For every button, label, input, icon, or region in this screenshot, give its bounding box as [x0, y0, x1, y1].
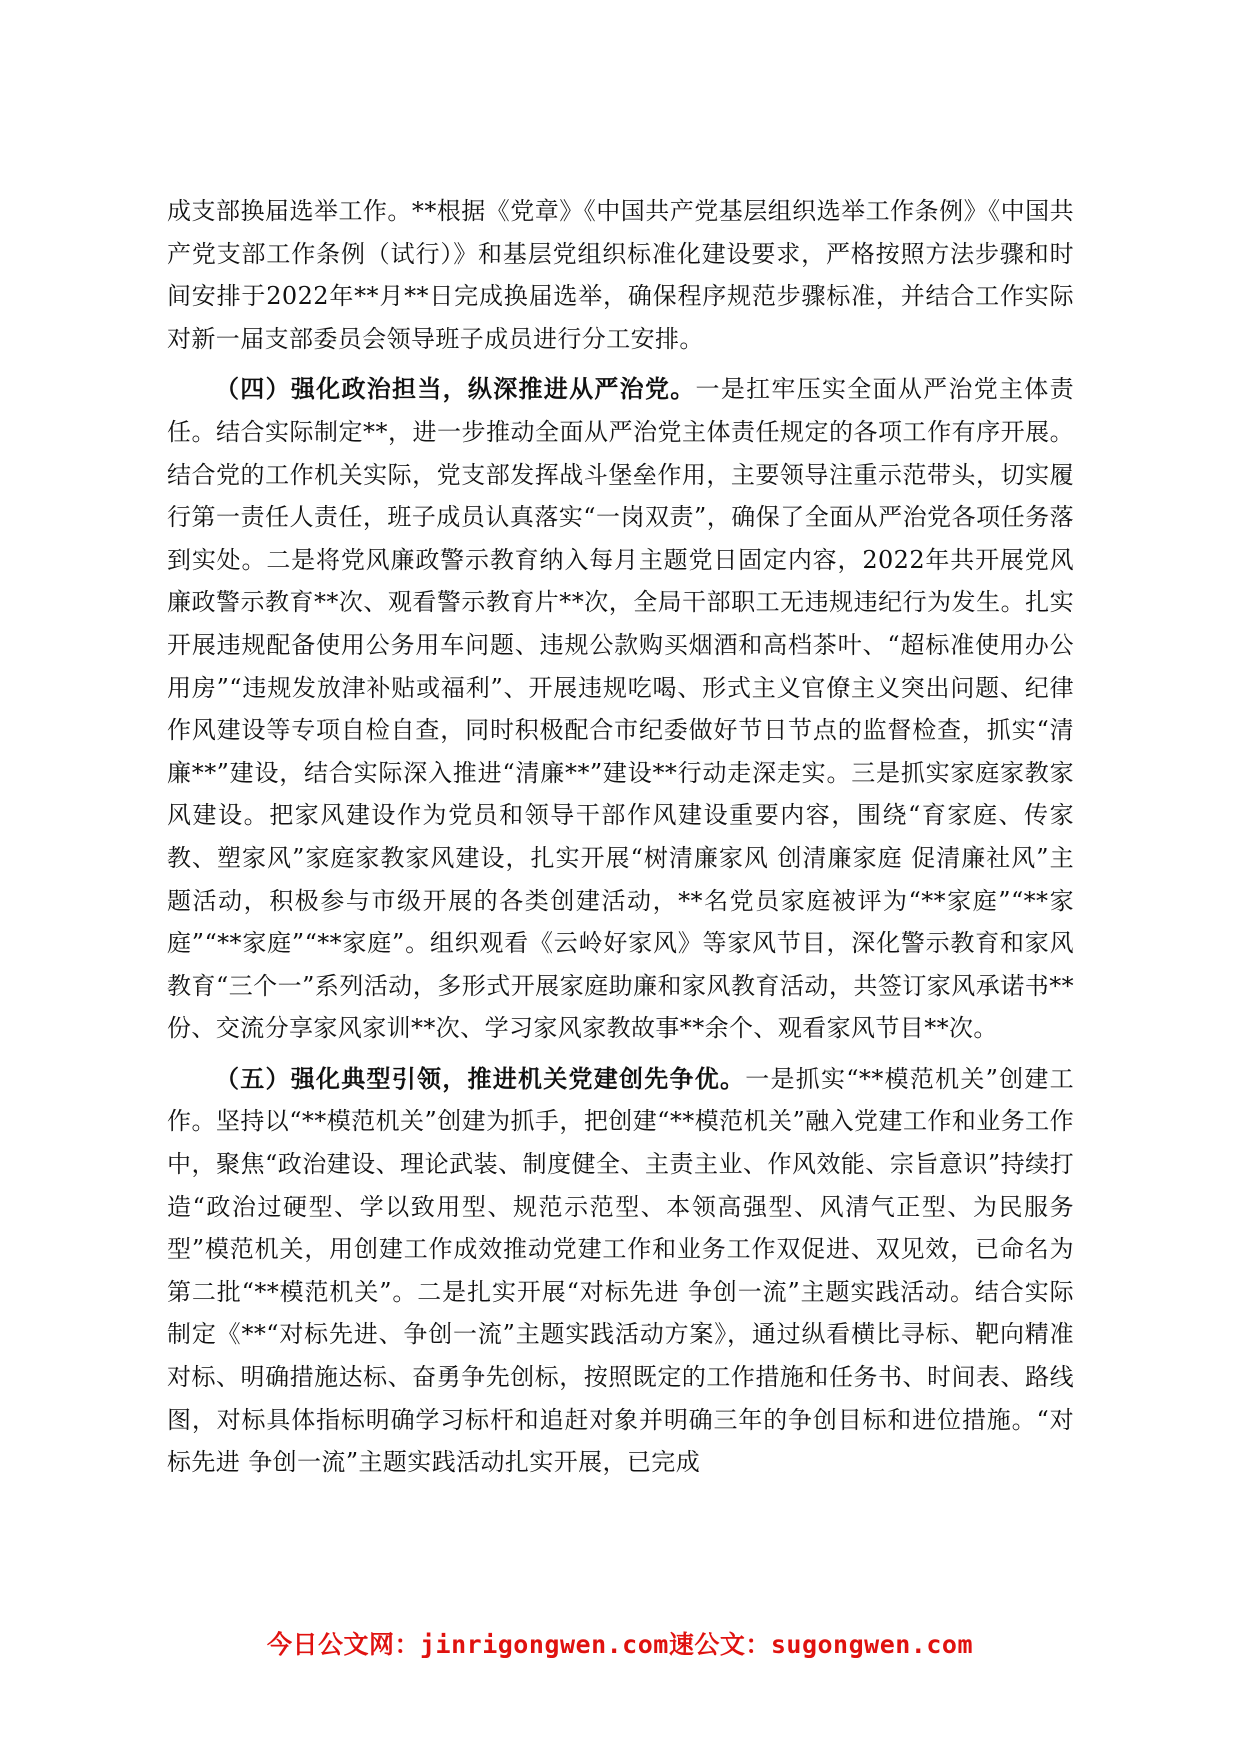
- document-body: [167, 190, 1074, 1484]
- paragraph-3: [167, 1058, 1074, 1484]
- section-5-heading: （五）强化典型引领，推进机关党建创先争优。: [215, 1063, 746, 1093]
- footer-site1-label: 今日公文网：: [266, 1630, 420, 1659]
- paragraph-1: [167, 190, 1074, 360]
- footer-site2-url[interactable]: sugongwen.com: [770, 1630, 974, 1659]
- footer-site2-label: 速公文：: [668, 1630, 771, 1659]
- footer-site1-url[interactable]: jinrigongwen.com: [420, 1630, 669, 1659]
- paragraph-1-text: 成支部换届选举工作。**根据《党章》《中国共产党基层组织选举工作条例》《中国共产党支部工作条例（试行）》和基层党组织标准化建设要求，严格按照方法步骤和时间安排于2022年**月**日完成换届选举，确保程序规范步骤标准，并结合工作实际对新一届支部委员会领导班子成员进行分工安排。: [167, 197, 1074, 353]
- section-4-heading: （四）强化政治担当，纵深推进从严治党。: [215, 374, 696, 404]
- footer-watermark: [0, 1625, 1240, 1661]
- paragraph-2-text: 一是扛牢压实全面从严治党主体责任。结合实际制定**，进一步推动全面从严治党主体责任规定的各项工作有序开展。结合党的工作机关实际，党支部发挥战斗堡垒作用，主要领导注重示范带头，切实履行第一责任人责任，班子成员认真落实“一岗双责”，确保了全面从严治党各项任务落到实处。二是将党风廉政警示教育纳入每月主题党日固定内容，2022年共开展党风廉政警示教育**次、观看警示教育片**次，全局干部职工无违规违纪行为发生。扎实开展违规配备使用公务用车问题、违规公款购买烟酒和高档茶叶、“超标准使用办公用房”“违规发放津补贴或福利”、开展违规吃喝、形式主义官僚主义突出问题、纪律作风建设等专项自检自查，同时积极配合市纪委做好节日节点的监督检查，抓实“清廉**”建设，结合实际深入推进“清廉**”建设**行动走深走实。三是抓实家庭家教家风建设。把家风建设作为党员和领导干部作风建设重要内容，围绕“育家庭、传家教、塑家风”家庭家教家风建设，扎实开展“树清廉家风 创清廉家庭 促清廉社风”主题活动，积极参与市级开展的各类创建活动，**名党员家庭被评为“**家庭”“**家庭”“**家庭”“**家庭”。组织观看《云岭好家风》等家风节目，深化警示教育和家风教育“三个一”系列活动，多形式开展家庭助廉和家风教育活动，共签订家风承诺书**份、交流分享家风家训**次、学习家风家教故事**余个、观看家风节目**次。: [167, 375, 1074, 1043]
- paragraph-2: [167, 368, 1074, 1050]
- paragraph-3-text: 一是抓实“**模范机关”创建工作。坚持以“**模范机关”创建为抓手，把创建“**模范机关”融入党建工作和业务工作中，聚焦“政治建设、理论武装、制度健全、主责主业、作风效能、宗旨意识”持续打造“政治过硬型、学以致用型、规范示范型、本领高强型、风清气正型、为民服务型”模范机关，用创建工作成效推动党建工作和业务工作双促进、双见效，已命名为第二批“**模范机关”。二是扎实开展“对标先进 争创一流”主题实践活动。结合实际制定《**“对标先进、争创一流”主题实践活动方案》，通过纵看横比寻标、靶向精准对标、明确措施达标、奋勇争先创标，按照既定的工作措施和任务书、时间表、路线图，对标具体指标明确学习标杆和追赶对象并明确三年的争创目标和进位措施。“对标先进 争创一流”主题实践活动扎实开展，已完成: [167, 1064, 1074, 1477]
